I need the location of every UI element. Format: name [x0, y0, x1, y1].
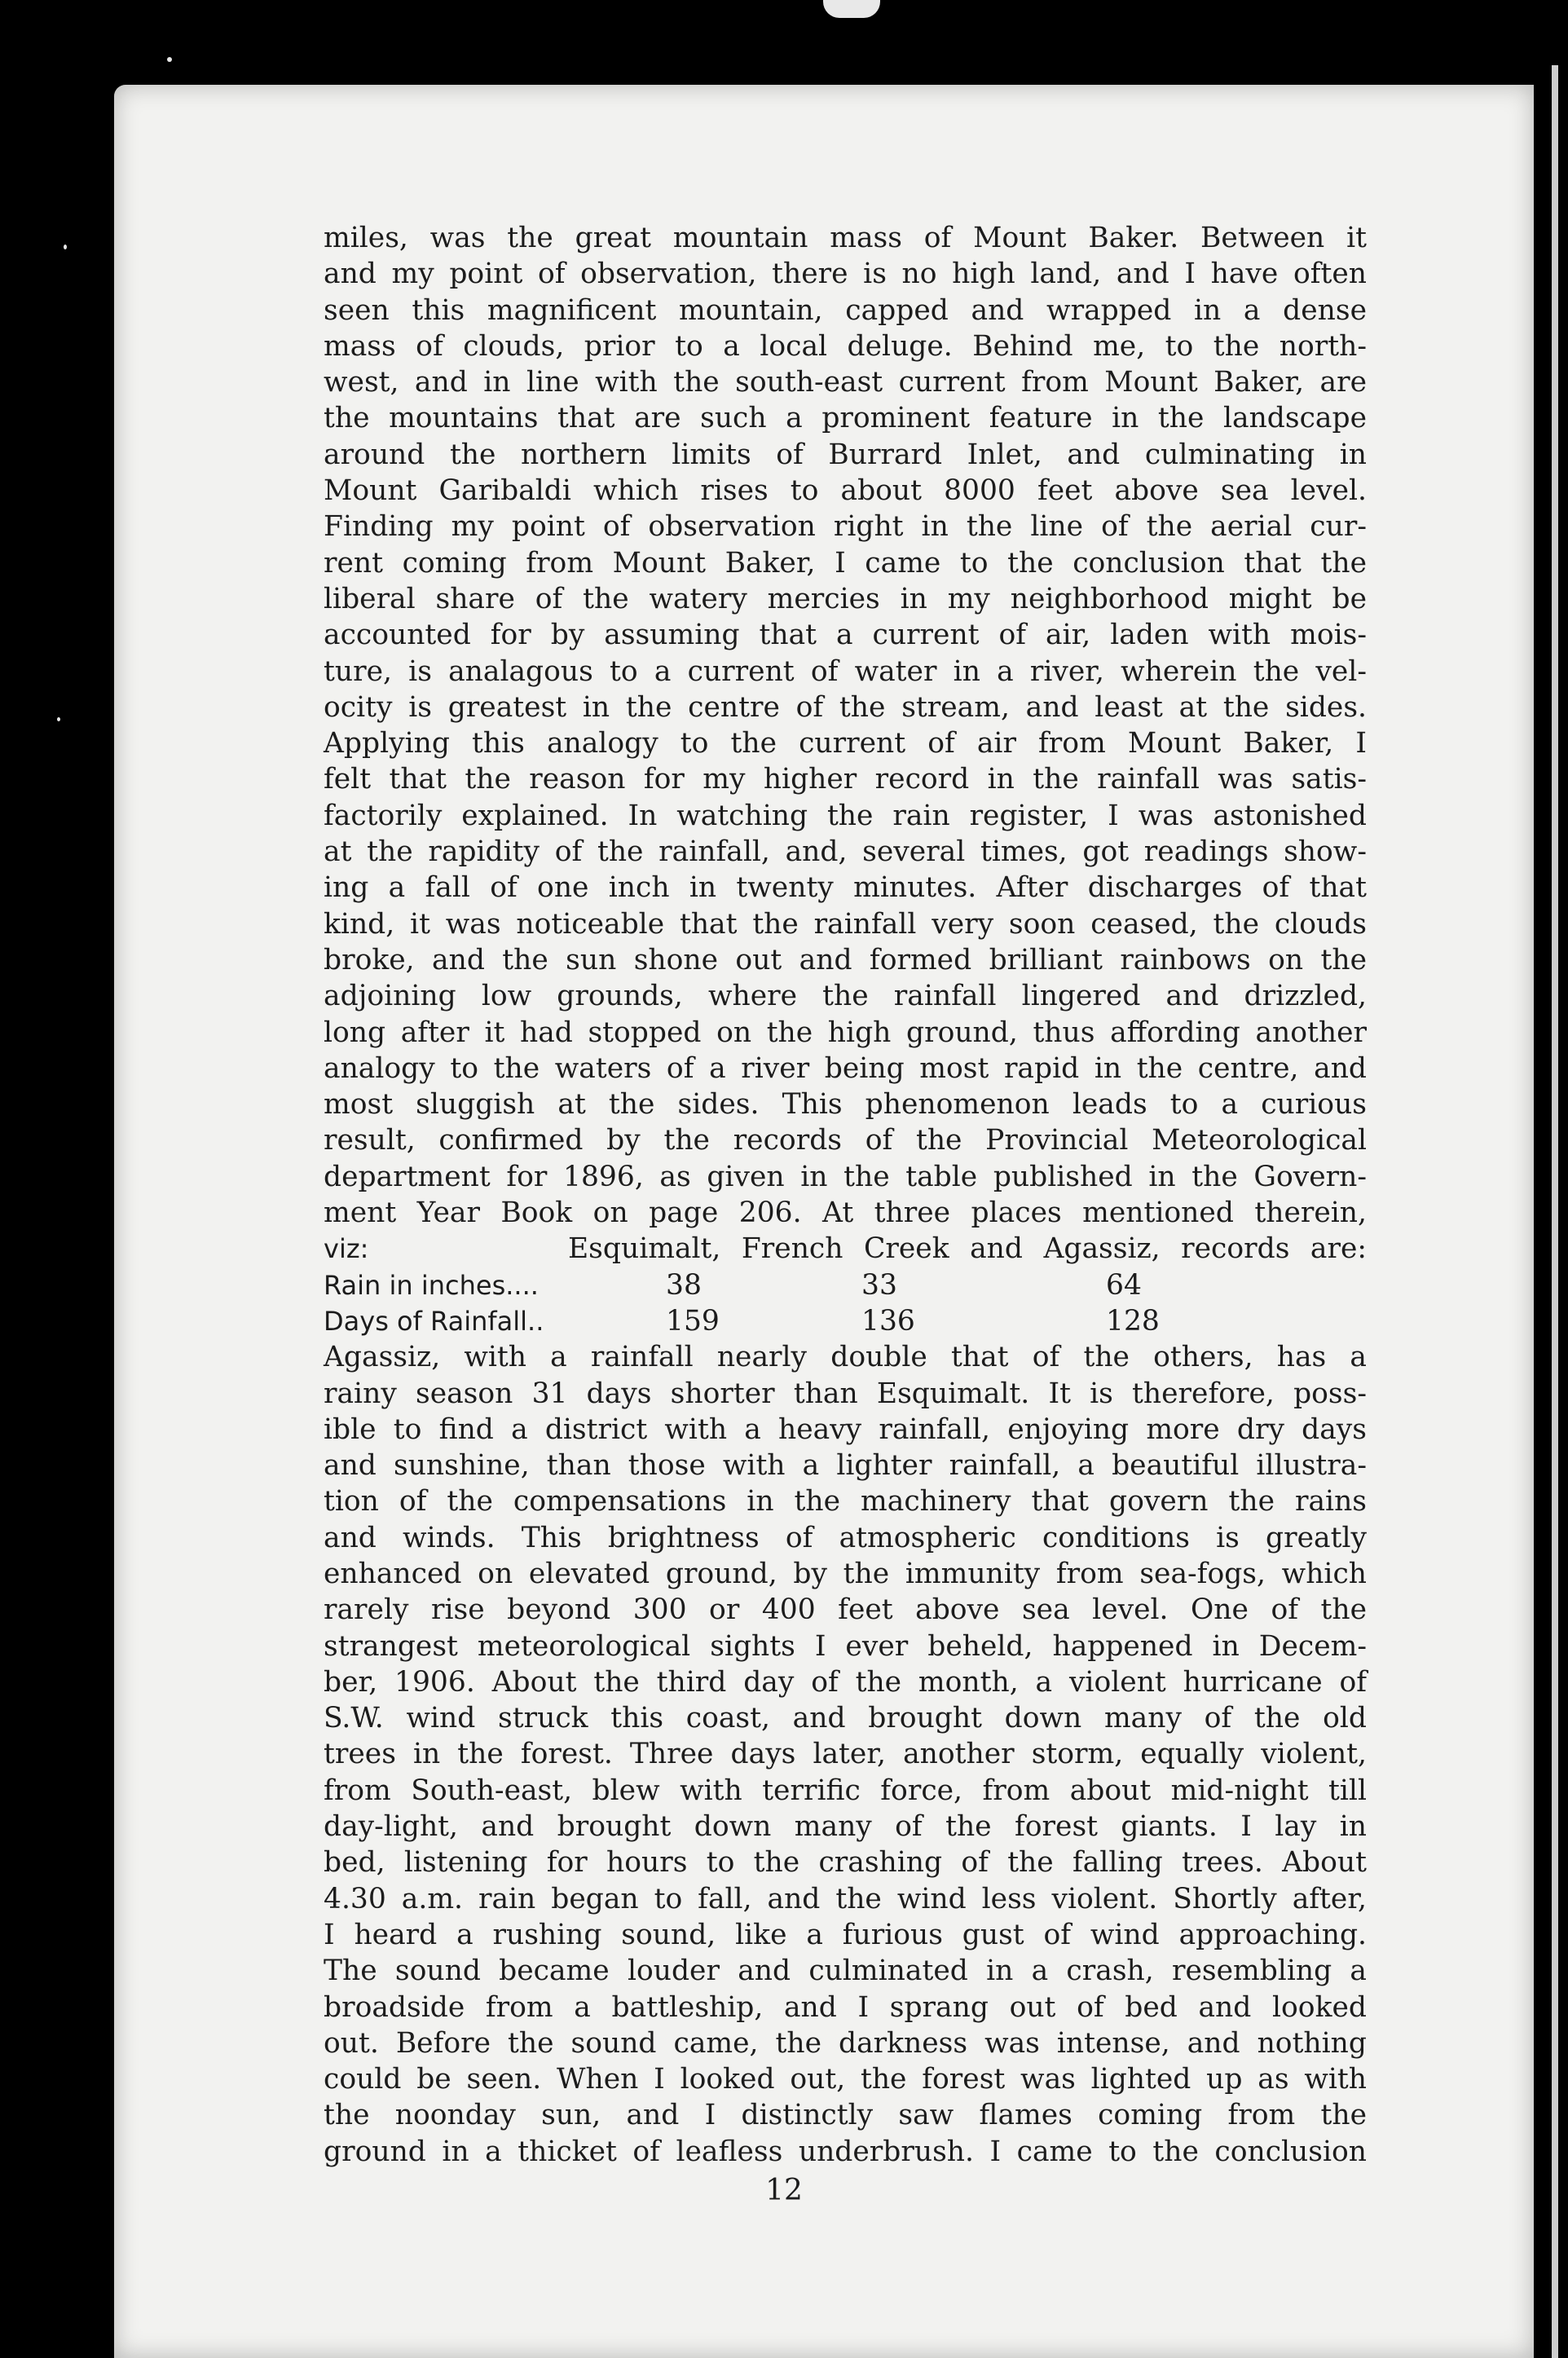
- text-line: ment Year Book on page 206. At three places mentioned therein,: [324, 1197, 1367, 1230]
- text-line: liberal share of the watery mercies in my neighborhood might be: [324, 582, 1367, 615]
- text-line: at the rapidity of the rainfall, and, several times, got readings show-: [324, 835, 1367, 869]
- text-line: broadside from a battleship, and I sprang out of bed and looked: [324, 1990, 1367, 2024]
- text-line: the mountains that are such a prominent feature in the landscape: [324, 402, 1367, 435]
- text-line: long after it had stopped on the high ground, thus affording another: [324, 1016, 1367, 1049]
- text-line: ible to find a district with a heavy rainfall, enjoying more dry days: [324, 1413, 1367, 1446]
- table-cell-value: 33: [861, 1268, 897, 1302]
- text-line: ber, 1906. About the third day of the month, a violent hurricane of: [324, 1665, 1367, 1699]
- table-row: [324, 1267, 1367, 1303]
- text-line: and sunshine, than those with a lighter rainfall, a beautiful illustra-: [324, 1449, 1367, 1483]
- text-line: I heard a rushing sound, like a furious gust of wind approaching.: [324, 1918, 1367, 1951]
- table-cell-value: 38: [666, 1268, 702, 1302]
- text-line: west, and in line with the south-east current from Mount Baker, are: [324, 366, 1367, 399]
- text-line: kind, it was noticeable that the rainfall very soon ceased, the clouds: [324, 907, 1367, 941]
- text-line: rent coming from Mount Baker, I came to the conclusion that the: [324, 546, 1367, 580]
- text-line: The sound became louder and culminated in a crash, resembling a: [324, 1955, 1367, 1988]
- table-row: [324, 1303, 1367, 1339]
- text-line: tion of the compensations in the machinery that govern the rains: [324, 1485, 1367, 1518]
- text-line: analogy to the waters of a river being most rapid in the centre, and: [324, 1051, 1367, 1085]
- paragraph-1: [324, 220, 1367, 1231]
- table-cell-value: 136: [861, 1304, 915, 1338]
- text-line: ture, is analagous to a current of water in a river, wherein the vel-: [324, 655, 1367, 688]
- table-header-row: [324, 1231, 1367, 1267]
- text-line: the noonday sun, and I distinctly saw flames coming from the: [324, 2099, 1367, 2132]
- text-line: could be seen. When I looked out, the forest was lighted up as with: [324, 2063, 1367, 2096]
- text-line: factorily explained. In watching the rain register, I was astonished: [324, 799, 1367, 832]
- text-line: Applying this analogy to the current of air from Mount Baker, I: [324, 727, 1367, 760]
- text-line: strangest meteorological sights I ever beheld, happened in Decem-: [324, 1629, 1367, 1663]
- adjacent-page-edge: [1552, 65, 1558, 2358]
- text-line: ing a fall of one inch in twenty minutes. After discharges of that: [324, 871, 1367, 905]
- text-line: rainy season 31 days shorter than Esquimalt. It is therefore, poss-: [324, 1377, 1367, 1410]
- table-cell-value: 64: [1106, 1268, 1142, 1302]
- text-line: ocity is greatest in the centre of the stream, and least at the sides.: [324, 690, 1367, 724]
- text-line: rarely rise beyond 300 or 400 feet above sea level. One of the: [324, 1593, 1367, 1627]
- rainfall-table: [324, 1267, 1367, 1340]
- text-line: felt that the reason for my higher record in the rainfall was satis-: [324, 763, 1367, 796]
- page-number: 12: [765, 2174, 803, 2207]
- text-line: adjoining low grounds, where the rainfall lingered and drizzled,: [324, 980, 1367, 1013]
- table-viz-label: viz:: [324, 1233, 369, 1265]
- text-line: seen this magnificent mountain, capped and wrapped in a dense: [324, 293, 1367, 327]
- text-line: result, confirmed by the records of the Provincial Meteorological: [324, 1124, 1367, 1157]
- text-line: Mount Garibaldi which rises to about 8000 feet above sea level.: [324, 474, 1367, 508]
- body-text: [324, 220, 1367, 2170]
- text-line: Agassiz, with a rainfall nearly double that of the others, has a: [324, 1341, 1367, 1374]
- text-line: accounted for by assuming that a current of air, laden with mois-: [324, 619, 1367, 652]
- table-header-text: Esquimalt, French Creek and Agassiz, records are:: [568, 1232, 1367, 1266]
- text-line: day-light, and brought down many of the forest giants. I lay in: [324, 1810, 1367, 1844]
- text-line: out. Before the sound came, the darkness was intense, and nothing: [324, 2026, 1367, 2060]
- text-line: S.W. wind struck this coast, and brought down many of the old: [324, 1702, 1367, 1735]
- scan-artifact-top: [823, 0, 880, 18]
- text-line: trees in the forest. Three days later, another storm, equally violent,: [324, 1738, 1367, 1771]
- text-line: ground in a thicket of leafless underbrush. I came to the conclusion: [324, 2135, 1367, 2168]
- text-line: and my point of observation, there is no high land, and I have often: [324, 258, 1367, 291]
- table-cell-value: 159: [666, 1304, 720, 1338]
- text-line: Finding my point of observation right in the line of the aerial cur-: [324, 510, 1367, 544]
- text-line: 4.30 a.m. rain began to fall, and the wind less violent. Shortly after,: [324, 1882, 1367, 1915]
- text-line: broke, and the sun shone out and formed brilliant rainbows on the: [324, 943, 1367, 976]
- table-row-label: Rain in inches....: [324, 1269, 539, 1301]
- text-line: miles, was the great mountain mass of Mount Baker. Between it: [324, 222, 1367, 254]
- text-line: enhanced on elevated ground, by the immunity from sea-fogs, which: [324, 1557, 1367, 1590]
- text-line: department for 1896, as given in the table published in the Govern-: [324, 1160, 1367, 1193]
- text-line: mass of clouds, prior to a local deluge. Behind me, to the north-: [324, 329, 1367, 363]
- paragraph-2: [324, 1339, 1367, 2170]
- text-line: around the northern limits of Burrard Inlet, and culminating in: [324, 438, 1367, 471]
- text-line: most sluggish at the sides. This phenomenon leads to a curious: [324, 1088, 1367, 1122]
- scan-artifact-speck: [64, 245, 67, 249]
- text-line: bed, listening for hours to the crashing of the falling trees. About: [324, 1846, 1367, 1880]
- scan-artifact-speck: [57, 717, 60, 721]
- table-row-label: Days of Rainfall..: [324, 1305, 544, 1337]
- table-cell-value: 128: [1106, 1304, 1160, 1338]
- text-line: from South-east, blew with terrific force, from about mid-night till: [324, 1774, 1367, 1807]
- text-line: and winds. This brightness of atmospheric conditions is greatly: [324, 1521, 1367, 1554]
- scan-artifact-speck: [167, 57, 172, 62]
